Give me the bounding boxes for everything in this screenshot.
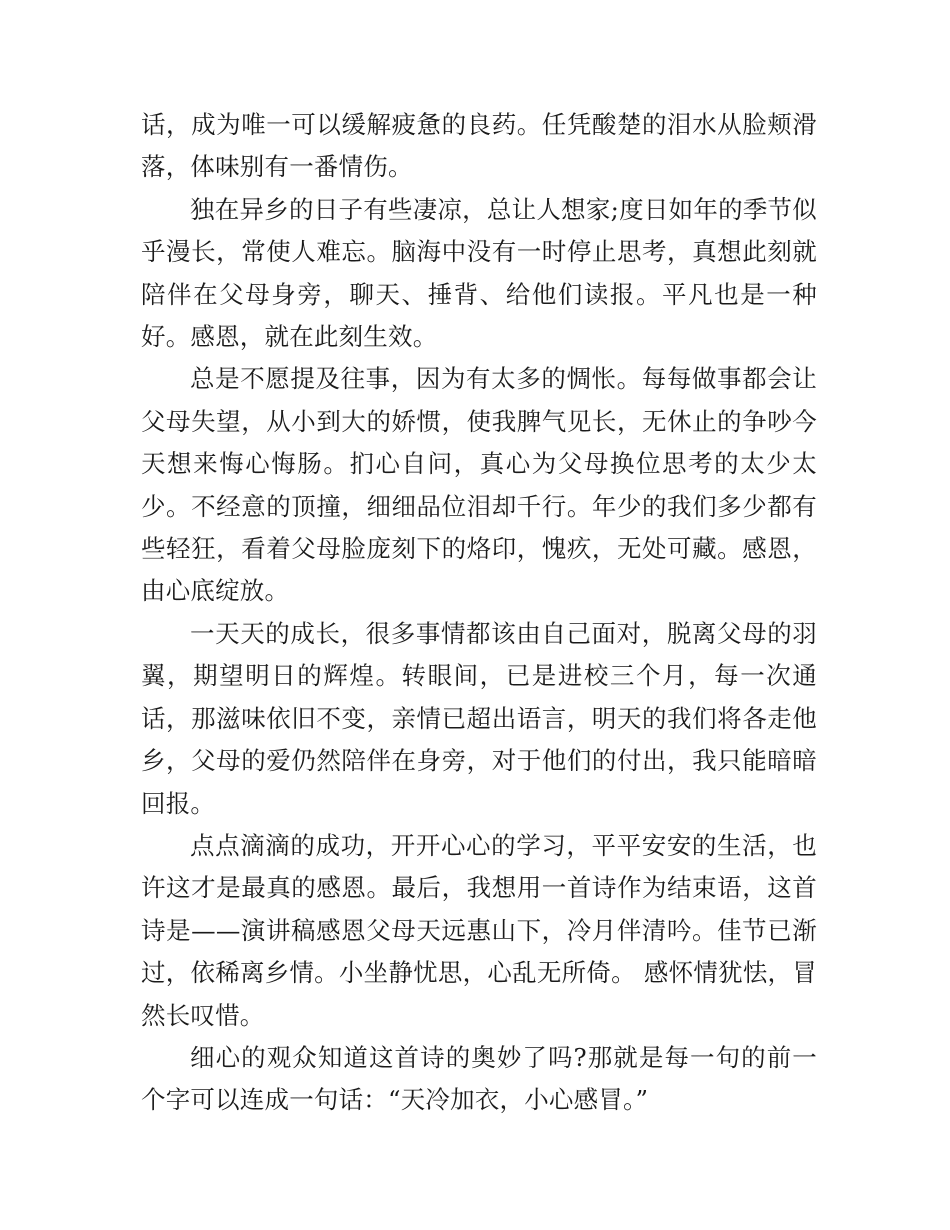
- paragraph: 独在异乡的日子有些凄凉，总让人想家;度日如年的季节似乎漫长，常使人难忘。脑海中没有一时停止思考，真想此刻就陪伴在父母身旁，聊天、捶背、给他们读报。平凡也是一种好。感恩，就在此刻生效。: [141, 194, 817, 352]
- document-body: [141, 104, 817, 1122]
- paragraph: 总是不愿提及往事，因为有太多的惆怅。每每做事都会让父母失望，从小到大的娇惯，使我脾气见长，无休止的争吵今天想来悔心悔肠。扪心自问，真心为父母换位思考的太少太少。不经意的顶撞，细细品位泪却千行。年少的我们多少都有些轻狂，看着父母脸庞刻下的烙印，愧疚，无处可藏。感恩，由心底绽放。: [141, 364, 817, 606]
- paragraph: 细心的观众知道这首诗的奥妙了吗?那就是每一句的前一个字可以连成一句话：“天冷加衣，小心感冒。”: [141, 1042, 817, 1115]
- paragraph: 点点滴滴的成功，开开心心的学习，平平安安的生活，也许这才是最真的感恩。最后，我想用一首诗作为结束语，这首诗是——演讲稿感恩父母天远惠山下，冷月伴清吟。佳节已渐过，依稀离乡情。小坐静忧思，心乱无所倚。 感怀情犹怯，冒然长叹惜。: [141, 830, 817, 1030]
- paragraph: 一天天的成长，很多事情都该由自己面对，脱离父母的羽翼，期望明日的辉煌。转眼间，已是进校三个月，每一次通话，那滋味依旧不变，亲情已超出语言，明天的我们将各走他乡，父母的爱仍然陪伴在身旁，对于他们的付出，我只能暗暗回报。: [141, 618, 817, 818]
- paragraph-continuation: 话，成为唯一可以缓解疲惫的良药。任凭酸楚的泪水从脸颊滑落，体味别有一番情伤。: [141, 110, 817, 182]
